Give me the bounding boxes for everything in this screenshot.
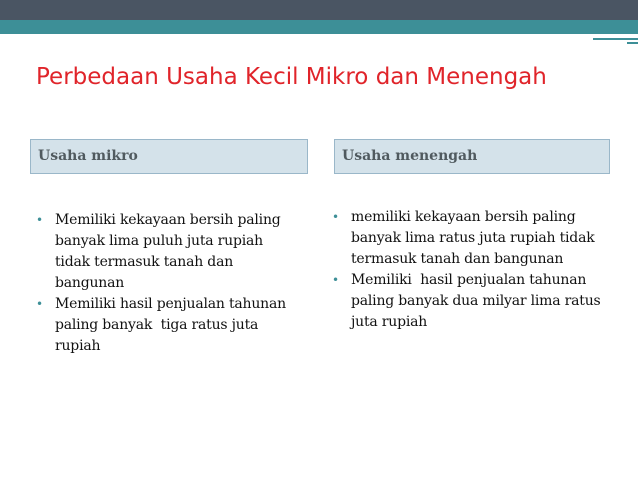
column-header-usaha-mikro: Usaha mikro bbox=[30, 139, 308, 174]
bullet-icon: • bbox=[36, 213, 44, 227]
accent-line bbox=[593, 38, 638, 40]
list-item bbox=[330, 270, 610, 333]
top-accent-band bbox=[0, 20, 638, 34]
list-item bbox=[34, 294, 299, 357]
bullet-list-usaha-mikro bbox=[34, 210, 299, 357]
list-item bbox=[330, 207, 610, 270]
bullet-list-usaha-menengah bbox=[330, 207, 610, 333]
bullet-icon: • bbox=[36, 297, 44, 311]
bullet-icon: • bbox=[332, 273, 340, 287]
bullet-icon: • bbox=[332, 210, 340, 224]
bullet-text: memiliki kekayaan bersih paling banyak lima ratus juta rupiah tidak termasuk tanah dan bangunan bbox=[351, 209, 599, 267]
bullet-text: Memiliki hasil penjualan tahunan paling banyak tiga ratus juta rupiah bbox=[55, 296, 295, 354]
bullet-text: Memiliki kekayaan bersih paling banyak lima puluh juta rupiah tidak termasuk tanah dan bangunan bbox=[55, 212, 285, 291]
top-bar bbox=[0, 0, 638, 20]
list-item bbox=[34, 210, 299, 294]
column-header-usaha-menengah: Usaha menengah bbox=[334, 139, 610, 174]
bullet-text: Memiliki hasil penjualan tahunan paling banyak dua milyar lima ratus juta rupiah bbox=[351, 272, 605, 330]
accent-line-small bbox=[627, 42, 638, 44]
slide-title: Perbedaan Usaha Kecil Mikro dan Menengah bbox=[36, 64, 547, 90]
